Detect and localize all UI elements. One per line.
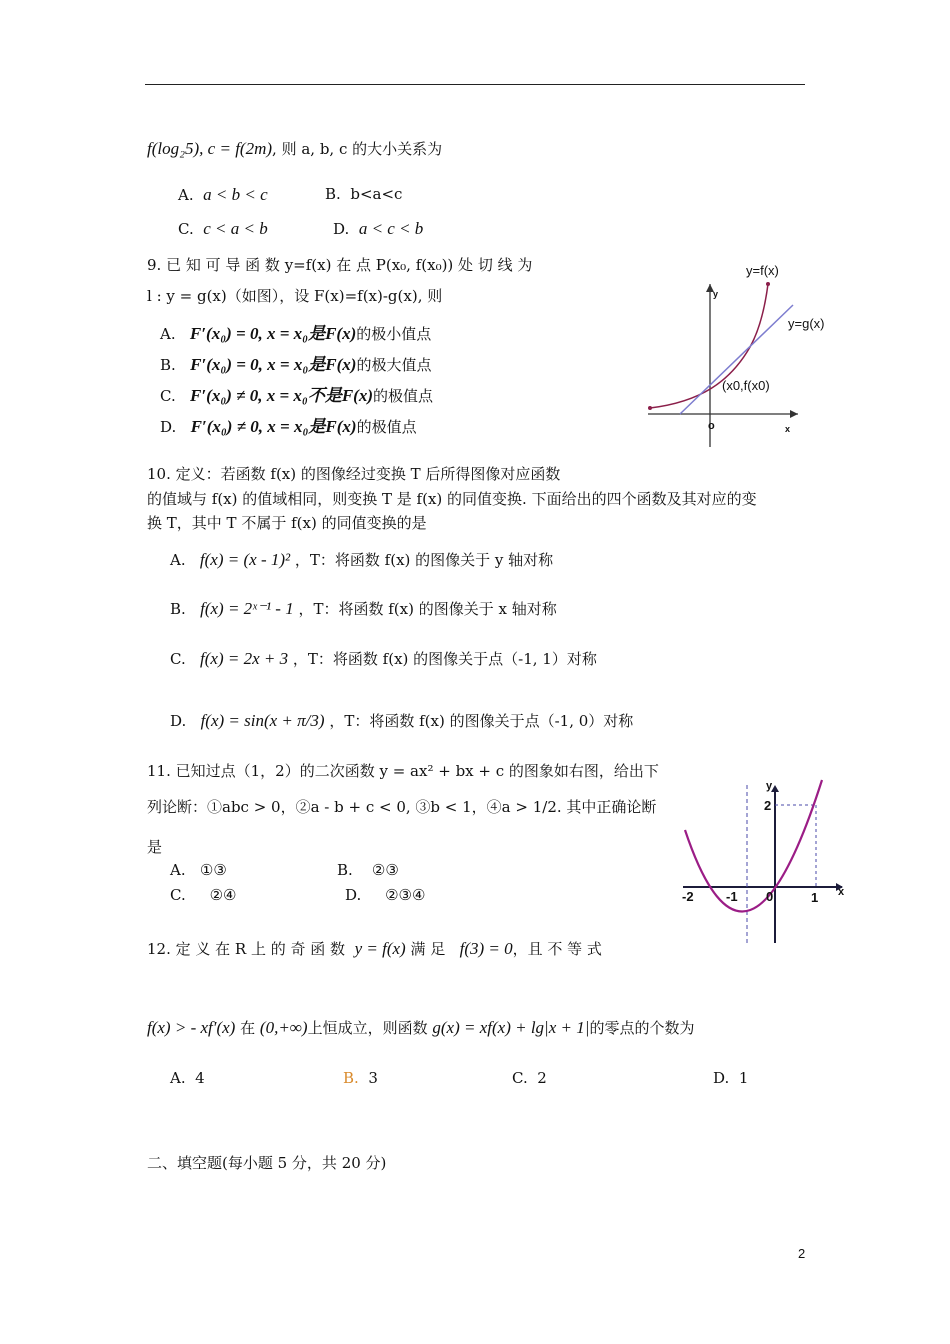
option-label: C.: [160, 387, 176, 405]
math-run: y = f(x): [354, 939, 406, 958]
q8-option-b[interactable]: [325, 185, 402, 203]
option-text: ①③: [199, 861, 227, 879]
option-label: A.: [170, 551, 186, 569]
q10-line1: 10. 定义：若函数 f(x) 的图像经过变换 T 后所得图像对应函数: [147, 465, 561, 483]
text-run: 满 足: [410, 940, 446, 958]
option-label: D.: [345, 886, 362, 904]
q12-option-b[interactable]: [343, 1069, 378, 1087]
text-run: 上恒成立，则函数: [307, 1019, 428, 1037]
q11-line2: 列论断：①abc > 0，②a - b + c < 0, ③b < 1，④a > 1/2. 其中正确论断: [147, 798, 657, 816]
x-tick-1: 1: [811, 890, 819, 905]
option-text: 的极大值点: [356, 356, 432, 374]
option-label: D.: [160, 418, 177, 436]
option-text: ②④: [209, 886, 237, 904]
q11-option-b[interactable]: [337, 861, 399, 879]
x-axis-label: x: [838, 886, 845, 898]
option-text: 3: [368, 1069, 378, 1087]
option-label: B.: [160, 356, 176, 374]
q10-line2: 的值域与 f(x) 的值域相同，则变换 T 是 f(x) 的同值变换. 下面给出的四个函数及其对应的变: [147, 490, 757, 508]
q11-line1: 11. 已知过点（1，2）的二次函数 y = ax² + bx + c 的图象如右图，给出下: [147, 762, 659, 780]
curve-endpoint: [648, 406, 652, 410]
option-text: 的极值点: [373, 387, 434, 405]
q12-option-d[interactable]: [713, 1069, 748, 1087]
q9-option-b[interactable]: [160, 350, 431, 375]
option-math: F′(x₀) = 0, x = x₀是F(x): [189, 324, 357, 343]
option-label: B.: [170, 600, 186, 618]
origin-label: o: [708, 420, 715, 432]
option-label: B.: [343, 1069, 359, 1087]
curve-endpoint: [766, 282, 770, 286]
q12-option-c[interactable]: [512, 1069, 547, 1087]
q9-option-a[interactable]: [160, 319, 431, 344]
option-text: ，T：将函数 f(x) 的图像关于点（-1, 0）对称: [329, 712, 634, 730]
option-text: 的极值点: [356, 418, 417, 436]
q10-option-c[interactable]: [170, 648, 597, 669]
parabola: [685, 780, 822, 911]
option-text: 4: [195, 1069, 205, 1087]
text-run: 在: [240, 1019, 256, 1037]
tangent-label: y=g(x): [788, 316, 825, 331]
option-label: C.: [170, 886, 186, 904]
y-axis-label: y: [713, 289, 719, 299]
x-tick-neg2: -2: [682, 889, 694, 904]
q12-line1: [147, 938, 602, 959]
option-label: A.: [178, 186, 194, 204]
option-text: 2: [537, 1069, 547, 1087]
x-tick-neg1: -1: [726, 889, 738, 904]
q9-line1: 9. 已 知 可 导 函 数 y=f(x) 在 点 P(x₀, f(x₀)) 处 切 线 为: [147, 256, 533, 274]
option-label: A.: [160, 325, 176, 343]
y-tick-2: 2: [764, 798, 772, 813]
page-number: 2: [798, 1246, 806, 1261]
q8-tail: [147, 138, 442, 159]
x-axis-label: x: [785, 424, 791, 434]
curve-f-label: y=f(x): [746, 263, 779, 278]
q12-line2: [147, 1017, 694, 1038]
q11-option-c[interactable]: [170, 886, 236, 904]
option-text: b<a<c: [350, 185, 403, 203]
option-label: B.: [337, 861, 353, 879]
origin-label: 0: [766, 889, 774, 904]
text-run: 12. 定 义 在 R 上 的 奇 函 数: [147, 940, 346, 958]
q8-option-a[interactable]: [178, 185, 268, 205]
option-text: ②③: [371, 861, 399, 879]
q11-line3: 是: [147, 838, 163, 856]
option-math: F′(x₀) ≠ 0, x = x₀不是F(x): [190, 386, 374, 405]
q9-option-c[interactable]: [160, 381, 433, 406]
q8-tail-math: f(log₂5), c = f(2m): [147, 139, 273, 158]
option-text: c < a < b: [203, 219, 268, 238]
q9-option-d[interactable]: [160, 412, 417, 437]
option-math: f(x) = sin(x + π/3): [200, 711, 325, 730]
option-math: f(x) = 2x + 3: [200, 649, 289, 668]
q8-option-d[interactable]: [333, 219, 423, 239]
text-run: 的零点的个数为: [589, 1019, 695, 1037]
section-heading: 二、填空题(每小题 5 分，共 20 分): [147, 1154, 387, 1172]
header-rule: [145, 84, 805, 85]
q9-graph: [640, 262, 840, 452]
option-math: F′(x₀) = 0, x = x₀是F(x): [190, 355, 357, 374]
q12-option-a[interactable]: [170, 1069, 205, 1087]
option-math: f(x) = 2ˣ⁻¹ - 1: [200, 599, 294, 618]
option-label: D.: [333, 220, 350, 238]
q11-option-d[interactable]: [345, 886, 425, 904]
option-text: a < b < c: [203, 185, 268, 204]
option-label: C.: [512, 1069, 528, 1087]
q9-line2: l : y = g(x)（如图），设 F(x)=f(x)-g(x), 则: [147, 287, 443, 305]
math-run: (0,+∞): [259, 1018, 308, 1037]
q11-option-a[interactable]: [170, 861, 227, 879]
option-math: f(x) = (x - 1)²: [199, 550, 291, 569]
point-label: (x0,f(x0): [722, 378, 770, 393]
option-label: A.: [170, 1069, 186, 1087]
tangent-line: [680, 305, 793, 414]
option-text: ，T：将函数 f(x) 的图像关于 x 轴对称: [298, 600, 557, 618]
math-run: f(x) > - xf′(x): [147, 1018, 236, 1037]
q10-line3: 换 T，其中 T 不属于 f(x) 的同值变换的是: [147, 514, 427, 532]
q11-graph: [680, 775, 850, 945]
option-text: ②③④: [385, 886, 426, 904]
y-arrow-icon: [771, 785, 779, 792]
option-text: a < c < b: [358, 219, 424, 238]
option-label: C.: [170, 650, 186, 668]
q8-tail-text: , 则 a, b, c 的大小关系为: [272, 140, 443, 158]
q8-option-c[interactable]: [178, 219, 268, 239]
y-axis-label: y: [766, 780, 773, 792]
text-run: ，且 不 等 式: [512, 940, 602, 958]
q10-option-d[interactable]: [170, 710, 633, 731]
option-label: D.: [713, 1069, 730, 1087]
q10-option-a[interactable]: [170, 549, 553, 570]
option-text: 1: [738, 1069, 749, 1087]
option-label: C.: [178, 220, 194, 238]
option-text: ，T：将函数 f(x) 的图像关于 y 轴对称: [294, 551, 554, 569]
q10-option-b[interactable]: [170, 598, 557, 619]
option-label: A.: [170, 861, 186, 879]
x-arrow-icon: [790, 410, 798, 418]
option-text: ，T：将函数 f(x) 的图像关于点（-1, 1）对称: [292, 650, 597, 668]
option-math: F′(x₀) ≠ 0, x = x₀是F(x): [190, 417, 357, 436]
option-label: B.: [325, 185, 341, 203]
math-run: f(3) = 0: [459, 939, 513, 958]
option-text: 的极小值点: [356, 325, 432, 343]
option-label: D.: [170, 712, 187, 730]
math-run: g(x) = xf(x) + lg|x + 1|: [432, 1018, 590, 1037]
